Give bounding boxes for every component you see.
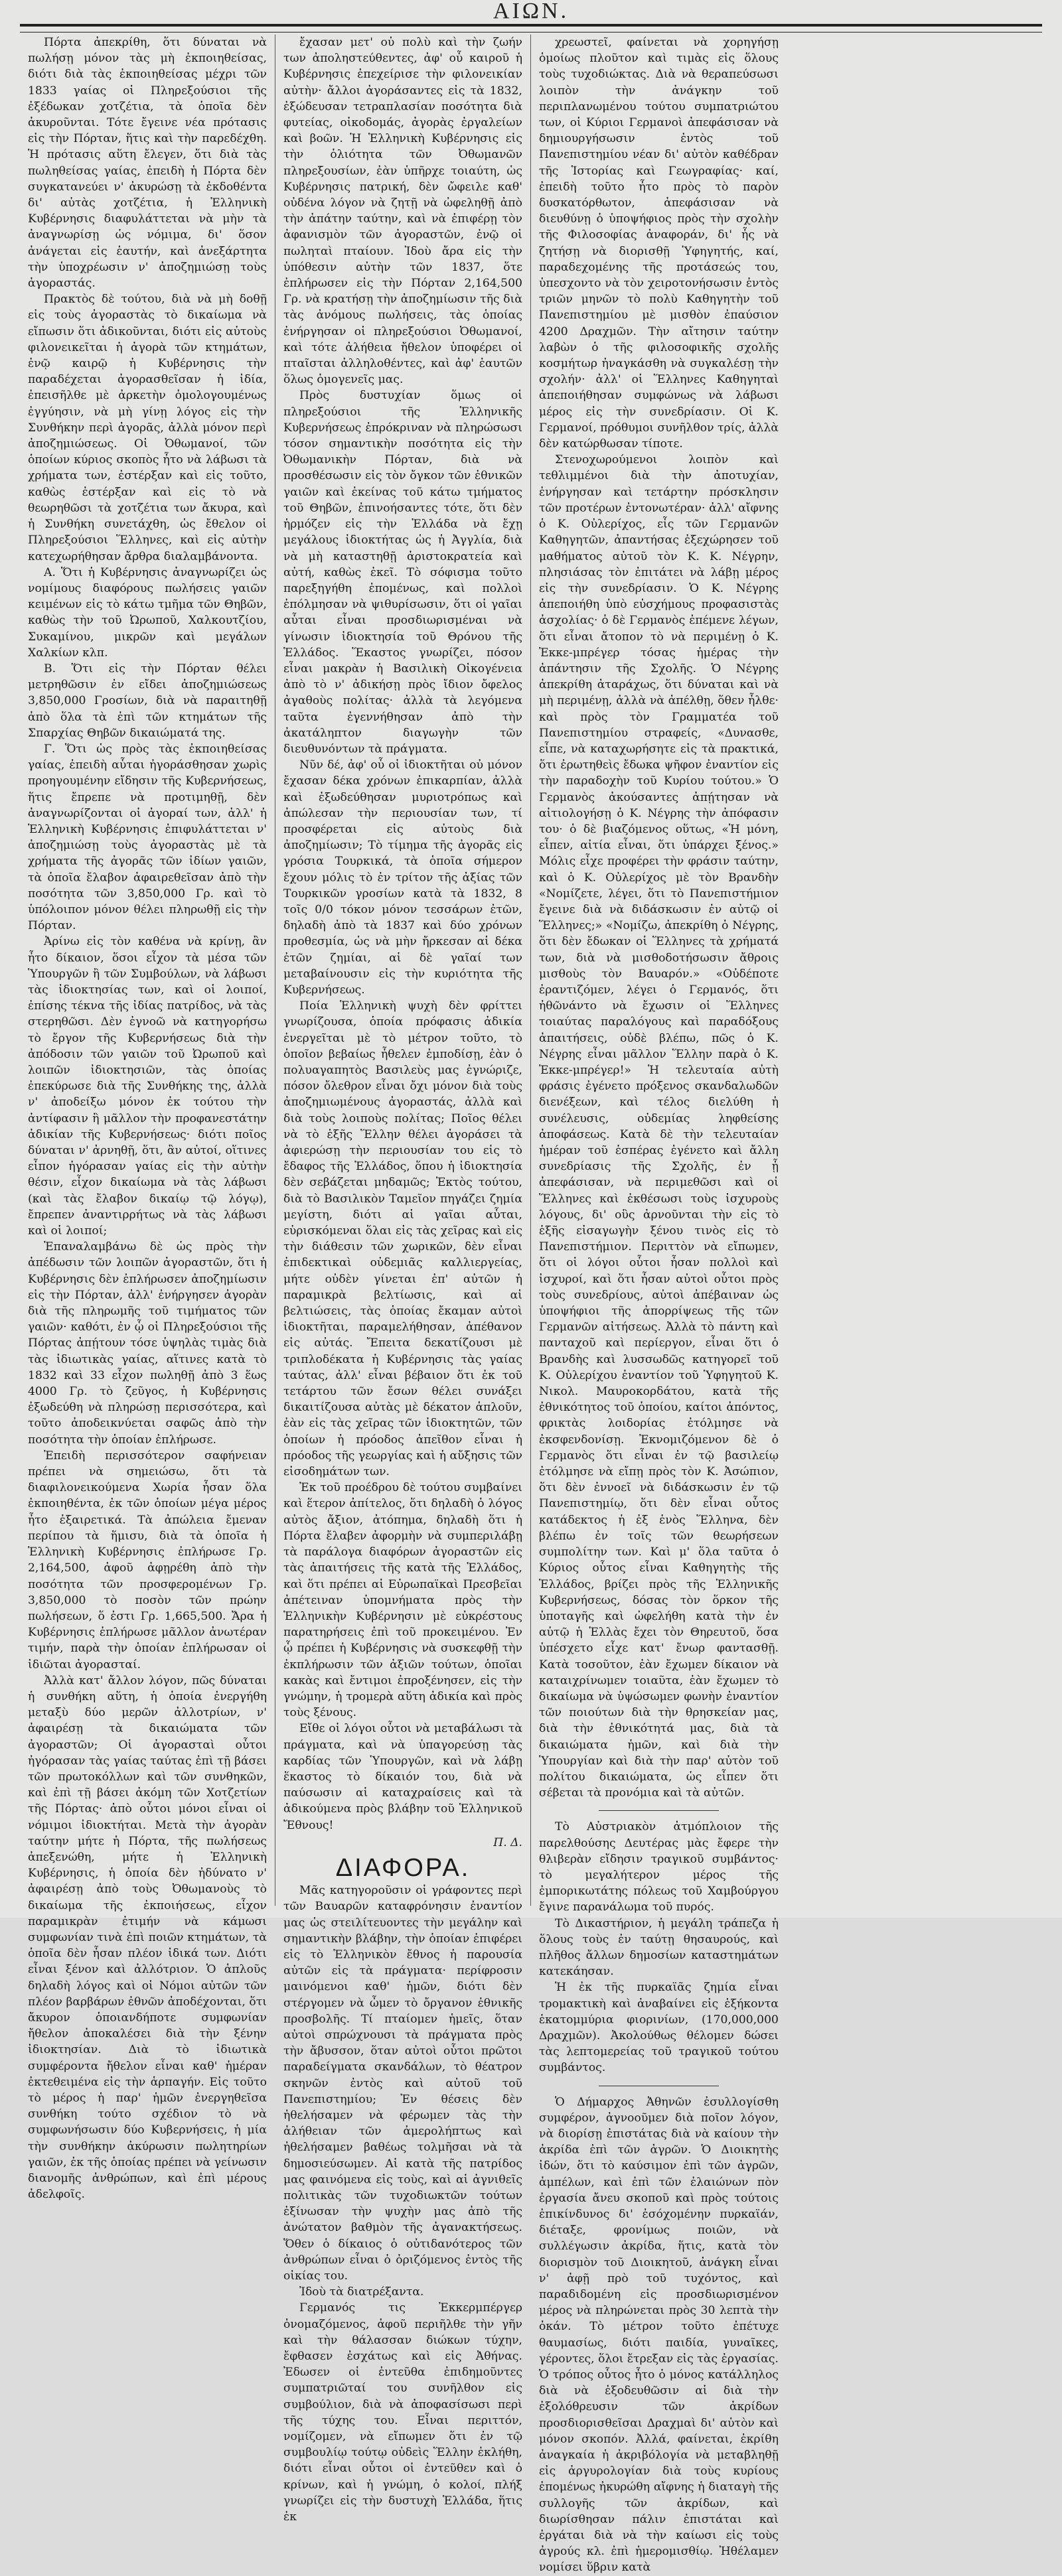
newspaper-title: ΑΙΩΝ. <box>493 0 569 23</box>
article-paragraph: Ἀρίνω εἰς τὸν καθένα νὰ κρίνῃ, ἂν ἦτο δίκαιον, ὅσοι εἶχον τὰ μέσα τῶν Ὑπουργῶν ἢ τῶν Συμβούλων, νὰ λάβωσι τὰς ἰδιοκτησίας των, καὶ οἱ λοιποί, ἐπίσης τέκνα τῆς ἰδίας πατρίδος, νὰ τὰς στερηθῶσι. Δὲν ἐγνοῶ νὰ κατηγορήσω τὸ ἔργον τῆς Κυβερνήσεως διὰ τὴν ἀπόδοσιν τῶν γαιῶν τοῦ Ὠρωποῦ καὶ λοιπῶν ἰδιοκτησιῶν, τὰς ὁποίας ἐπεκύρωσε διὰ τῆς Συνθήκης της, ἀλλὰ ν' ἀποδείξω μόνον ἐκ τούτου τὴν ἀντίφασιν ἢ μᾶλλον τὴν προφανεστάτην ἀδικίαν τῆς Κυβερνήσεως· διότι ποῖος δύναται ν' ἀρνηθῇ, ὅτι, ἂν αὐτοί, οἵτινες εἶπον ἠγόρασαν γαίας εἰς τὴν αὐτὴν θέσιν, εἶχον δικαίωμα νὰ τὰς λάβωσι (καὶ τὰς ἔλαβον δικαίῳ τῷ λόγῳ), ἔπρεπεν ἀναντιρρήτως νὰ τὰς λάβωσι καὶ οἱ λοιποί; <box>28 935 267 1238</box>
column-2 <box>275 35 531 2524</box>
article-paragraph: χρεωστεῖ, φαίνεται νὰ χορηγήσῃ ὁμοίως πλοῦτον καὶ τιμὰς εἰς ὅλους τοὺς τυχοδιώκτας. Διὰ νὰ θεραπεύσωσι λοιπὸν τὴν ἀνάγκην τοῦ περιπλανωμένου τούτου συμπατριώτου των, οἱ Κύριοι Γερμανοὶ ἀπεφάσισαν νὰ δημιουργήσωσιν ἐντὸς τοῦ Πανεπιστημίου νέαν δι' αὐτὸν καθέδραν τῆς Ἱστορίας καὶ Γεωγραφίας· καί, ἐπειδὴ τοῦτο ἦτο πρὸς τὸ παρὸν δυσκατόρθωτον, ἀπεφάσισαν νὰ διευθύνῃ ὁ ὑποψήφιος πρὸς τὴν σχολὴν τῆς Φιλοσοφίας ἀναφοράν, δι' ἧς νὰ ζητήσῃ νὰ διορισθῇ Ὑφηγητής, καί, παραδεχομένης τῆς προτάσεώς του, ὑπεσχοντο νὰ τὸν χειροτονήσωσιν ἐντὸς τριῶν μηνῶν τὸ πολὺ Καθηγητὴν τοῦ Πανεπιστημίου μὲ μισθὸν ἐπαύσιον 4200 Δραχμῶν. Τὴν αἴτησιν ταύτην λαβὼν ὁ τῆς φιλοσοφικῆς σχολῆς κοσμήτωρ ἠναγκάσθη νὰ συγκαλέσῃ τὴν σχολήν· ἀλλ' οἱ Ἕλληνες Καθηγηταὶ ἀπεποιήθησαν συμφώνως νὰ λάβωσι μέρος εἰς τὴν συνεδρίασιν. Οἱ Κ. Γερμανοί, πρόθυμοι συνῆλθον τρίς, ἀλλὰ δὲν κατώρθωσαν τίποτε. <box>539 36 779 451</box>
masthead-rule <box>20 24 1042 33</box>
news-paragraph: Τὸ Αὐστριακὸν ἀτμόπλοιον τῆς παρελθούσης Δευτέρας μὰς ἔφερε τὴν θλιβερὰν εἴδησιν τραγικοῦ συμβάντος· τὸ μεγαλήτερον μέρος τῆς ἐμπορικωτάτης πόλεως τοῦ Χαμβούργου ἔγινε παρανάλωμα τοῦ πυρός. <box>539 1820 779 1914</box>
article-paragraph: Γ. Ὅτι ὡς πρὸς τὰς ἐκποιηθείσας γαίας, ἐπειδὴ αὗται ἠγοράσθησαν χωρὶς προηγουμένην εἴδησιν τῆς Κυβερνήσεως, ἥτις ἔπρεπε νὰ προτιμηθῇ, δὲν ἀναγνωρίζονται οἱ ἀγοραί των, ἀλλ' ἡ Ἑλληνικὴ Κυβέρνησις ἐπιφυλάττεται ν' ἀποζημιώσῃ τοὺς ἀγοραστὰς μὲ τὰ χρήματα τῆς ἀγορᾶς τῶν ἰδίων γαιῶν, τὰ ὁποῖα ἔλαβον ἀφαιρεθεῖσαν ἀπὸ τὴν ποσότητα τῶν 3,850,000 Γρ. καὶ τὸ ὑπόλοιπον μόνον θέλει πληρωθῇ εἰς τὴν Πόρταν. <box>28 742 267 933</box>
article-paragraph: ἔχασαν μετ' οὐ πολὺ καὶ τὴν ζωήν των ἀποληστεύθεντες, ἀφ' οὗ καιροῦ ἡ Κυβέρνησις ἐπεχείρισε τὴν φιλονεικίαν αὐτὴν· ἄλλοι ἀγοράσαντες εἰς τὰ 1832, ἐξώδευσαν τετραπλασίαν ποσότητα διὰ φυτείας, οἰκοδομάς, ἀγορὰς ἐργαλείων καὶ βοῶν. Ἡ Ἑλληνικὴ Κυβέρνησις εἰς τὴν ὁλιότητα τῶν Ὀθωμανῶν πληρεξουσίων, ἐὰν ὑπῆρχε τοιαύτη, ὡς Κυβέρνησις πατρική, δὲν ὤφειλε καθ' οὐδένα λόγον νὰ ζητῇ νὰ ὠφεληθῇ ἀπὸ τὴν ἀπάτην ταύτην, καὶ νὰ ἐπιφέρῃ τὸν ἀφανισμὸν τῶν ἀγοραστῶν, ἐνῷ οἱ πωληταὶ πταίουν. Ἰδοὺ ἄρα εἰς τὴν ὑπόθεσιν αὐτὴν τῶν 1837, ὅτε ἐπλήρωσεν εἰς τὴν Πόρταν 2,164,500 Γρ. νὰ κρατήσῃ τὴν ἀποζημίωσιν τῆς διὰ τὰς ἀνόμους πωλήσεις, τὰς ὁποίας ἐνήργησαν οἱ πληρεξούσιοι Ὀθωμανοί, καὶ τότε ἀλήθεια ἤθελον ὑποφέρει οἱ πταῖσται ἀλληλοθέντες, καὶ ἀφ' ἑαυτῶν ὅλως ὁμογενεῖς μας. <box>283 36 522 387</box>
news-paragraph: Ἡ ἐκ τῆς πυρκαϊᾶς ζημία εἶναι τρομακτικὴ καὶ ἀναβαίνει εἰς ἑξήκοντα ἑκατομμύρια φιορινίων, (170,000,000 Δραχμῶν). Ἀκολούθως θέλομεν δώσει τὰς λεπτομερείας τοῦ τραγικοῦ τούτου συμβάντος. <box>539 1981 779 2075</box>
section-title-diafora: ΔΙΑΦΟΡΑ. <box>335 1853 471 1882</box>
article-paragraph: Ἐκ τοῦ προέδρου δὲ τούτου συμβαίνει καὶ ἕτερον ἀπίτελος, ὅτι δηλαδὴ ὁ λόγος αὐτὸς ἄξιον, ἀτόπημα, δηλαδὴ ὅτι ἡ Πόρτα ἔλαβεν ἀφορμὴν νὰ συμπεριλάβῃ τὰ παράλογα διαφόρων ἀγοραστῶν εἰς τὰς ἀπαιτήσεις τῆς κατὰ τῆς Ἑλλάδος, καὶ ὅτι πρέπει αἱ Εὐρωπαϊκαὶ Πρεσβεῖαι ἀπέτειναν ὑπομνήματα πρὸς τὴν Ἑλληνικὴν Κυβέρνησιν μὲ εὐκρέστους παρατηρήσεις ἐπὶ τοῦ προκειμένου. Ἐν ᾧ πρέπει ἡ Κυβέρνησις νὰ συσκεφθῇ τὴν ἐκπλήρωσιν τῶν ἀξιῶν τούτων, ὁποῖαι κακὰς καὶ ἔντιμοι ἐπροξένησεν, εἰς τὴν γνώμην, ἡ τρομερὰ αὕτη ἀδικία καὶ πρὸς τοὺς ξένους. <box>283 1481 522 1720</box>
article-signoff: Π. Δ. <box>493 1835 522 1849</box>
article-paragraph: Πρακτὸς δὲ τούτου, διὰ νὰ μὴ δοθῇ εἰς τοὺς ἀγοραστὰς τὸ δικαίωμα νὰ εἴπωσιν ὅτι ἀδικοῦνται, διότι εἰς αὐτοὺς φιλονεικεῖται ἡ ἀγορὰ τῶν κτημάτων, ἐνῷ καιρῷ ἡ Κυβέρνησις τὴν παραδέχεται ἀγορασθεῖσαν ἡ ἰδία, ἐπεισῆλθε μὲ ἀρκετὴν ὁμολογουμένως ἐγγύησιν, νὰ μὴ γίνῃ λόγος εἰς τὴν Συνθήκην περὶ ἀγορᾶς, ἀλλὰ μόνον περὶ ἀποζημιώσεως. Οἱ Ὀθωμανοί, τῶν ὁποίων κύριος σκοπὸς ἦτο νὰ λάβωσι τὰ χρήματα των, ἐστέρξαν καὶ εἰς τοῦτο, καθὼς ἐστέρξαν καὶ εἰς τὸ νὰ θεωρηθῶσι τὰ χοτζέτια των ἄκυρα, καὶ ἡ Συνθήκη συνετάχθη, ὡς ἔθελον οἱ Πληρεξούσιοι Ἕλληνες, καὶ εἰς αὐτὴν κατεχωρήθησαν ἄρθρα διαλαμβάνοντα. <box>28 293 267 563</box>
article-paragraph: Νῦν δέ, ἀφ' οὗ οἱ ἰδιοκτῆται οὐ μόνον ἔχασαν δέκα χρόνων ἐπικαρπίαν, ἀλλὰ καὶ ἐξωδεύθησαν μυριοτρόπως καὶ ἀπώλεσαν τὴν περιουσίαν των, τί προσφέρεται εἰς αὐτοὺς διὰ ἀποζημίωσιν; Τὸ τίμημα τῆς ἀγορᾶς εἰς γρόσια Τουρκικά, τὰ ὁποῖα σήμερον ἔχουν μόλις τὸ ἐν τρίτον τῆς ἀξίας τῶν Τουρκικῶν γροσίων κατὰ τὰ 1832, 8 τοῖς 0/0 τόκον μόνον τεσσάρων ἐτῶν, δηλαδὴ ἀπὸ τὰ 1837 καὶ δύο χρόνων προθεσμία, ὡς νὰ μὴν ἤρκεσαν αἱ δέκα ἐτῶν ζημίαι, αἱ δὲ γαῖαί των μεταβαίνουσιν εἰς τὴν κυριότητα τῆς Κυβερνήσεως. <box>283 758 522 997</box>
article-paragraph: Στενοχωρούμενοι λοιπὸν καὶ τεθλιμμένοι διὰ τὴν ἀποτυχίαν, ἐνήργησαν καὶ τετάρτην πρόσκλησιν τῶν προτέρων ἐντονωτέραν· ἀλλ' αἴφνης ὁ Κ. Οὐλερίχος, εἷς τῶν Γερμανῶν Καθηγητῶν, ἀπαντήσας ἐξεχώρησεν τοῦ μαθήματος αὐτοῦ τὸν Κ. Κ. Νέγρην, πλησιάσας τὸν ἐπιτάτει νὰ λάβῃ μέρος εἰς τὴν συνεδρίασιν. Ὁ Κ. Νέγρης ἀπεποιήθη ὑπὸ εὐσχήμους προφασιστὰς ἀσχολίας· ὁ δὲ Γερμανὸς ἐπέμενε λέγων, ὅτι εἶναι ἄτοπον τὸ νὰ περιμένῃ ὁ Κ. Ἐκκε-μπρέγερ τόσας ἡμέρας τὴν ἀπάντησιν τῆς Σχολῆς. Ὁ Νέγρης ἀπεκρίθη ἀταράχως, ὅτι δύναται καὶ νὰ μὴ περιμένῃ, ἀλλὰ νὰ ἀπέλθῃ, ὅθεν ἦλθε· καὶ πρὸς τὸν Γραμματέα τοῦ Πανεπιστημίου στραφείς, «Δυνασθε, εἶπε, νὰ καταχωρήσητε εἰς τὰ πρακτικά, ὅτι ἐρωτηθεὶς ἔδωκα ψῆφον ἐναντίον εἰς τὴν παραδοχὴν τοῦ Κυρίου τούτου.» Ὁ Γερμανὸς ἀκούσαντες ἀπῄτησαν νὰ αἰτιολογήσῃ ὁ Κ. Νέγρης τὴν ἀπόφασιν του· ὁ δὲ βιαζόμενος οὕτως, «Ἡ μόνη, εἶπεν, αἰτία εἶναι, ὅτι ὑπάρχει ξένος.» Μόλις εἶχε προφέρει τὴν φράσιν ταύτην, καὶ ὁ Κ. Οὐλερίχος μὲ τὸν Βρανδὴν «Νομίζετε, λέγει, ὅτι τὸ Πανεπιστήμιον ἔγεινε διὰ νὰ διδάσκωσιν ἐν αὐτῷ οἱ Ἕλληνες;» «Νομίζω, ἀπεκρίθη ὁ Νέγρης, ὅτι δὲν ἔδωκαν οἱ Ἕλληνες τὰ χρήματά των, διὰ νὰ μισθοδοτήσωσιν ἄθροις μισθοὺς τὸν Βαυαρόν.» «Οὐδέποτε ἐραντιζόμεν, λέγει ὁ Γερμανός, ὅτι ἠθῶνάντο νὰ ἔχωσιν οἱ Ἕλληνες τοιαύτας παραλόγους καὶ παραδόξους ἀπαιτήσεις, οὐδὲ βλέπω, πῶς ὁ Κ. Νέγρης εἶναι μᾶλλον Ἕλλην παρὰ ὁ Κ. Ἐκκε-μπρέγερ!» Ἡ τελευταία αὐτὴ φράσις ἐγένετο πρόξενος σκανδαλωδῶν διενέξεων, καὶ τέλος διελύθη ἡ συνέλευσις, οὐδεμίας ληφθείσης ἀποφάσεως. Κατὰ δὲ τὴν τελευταίαν ἡμέραν τοῦ ἑσπέρας ἐγένετο καὶ ἄλλη συνεδρίασις τῆς Σχολῆς, ἐν ᾗ ἀπεφάσισαν, νὰ περιμεθῶσι καὶ οἱ Ἕλληνες καὶ ἐκθέσωσι τοὺς ἰσχυροὺς λόγους, δι' οὓς ἀρνοῦνται τὴν εἰς τὸ ἑξῆς εἰσαγωγὴν ξένου τινὸς εἰς τὸ Πανεπιστήμιον. Περιττὸν νὰ εἴπωμεν, ὅτι οἱ λόγοι οὗτοι ἦσαν πολλοὶ καὶ ἰσχυροί, καὶ ὅτι ἦσαν αὐτοὶ οὗτοι πρὸς τοὺς συνεδρίους, αὐτοὶ ἀπέβαιναν ὡς ὑποψήφιοι τῆς ἀπορρίψεως τῆς τῶν Γερμανῶν αἰτήσεως. Ἀλλὰ τὸ πάντη καὶ πανταχοῦ καὶ περίεργον, εἶναι ὅτι ὁ Βρανδὴς καὶ λυσσωδῶς κατηγορεῖ τοῦ Κ. Οὐλερίχου ἐναντίον τοῦ Ὑφηγητοῦ Κ. Νικολ. Μαυροκορδάτου, κατὰ τῆς ἐθνικότητος τοῦ ὁποίου, καίτοι ἀπόντος, φρικτὰς λοιδορίας ἐτόλμησε νὰ ἐκσφενδονίσῃ. Ἐκνομιζόμενον δὲ ὁ Γερμανὸς ὅτι εἶναι ἐν τῷ βασιλείῳ ἐτόλμησε νὰ εἴπῃ πρὸς τὸν Κ. Ἀσώπιον, ὅτι δὲν ἐννοεῖ νὰ διδάσκωσιν ἐν τῷ Πανεπιστημίῳ, ὅτι δὲν εἶναι οὗτος κατάδεκτος ἡ ἐξ ἑνὸς Ἕλληνα, δὲν βλέπω ἐν τοῖς τῶν θεωρήσεων συμπολίτην των. Καὶ μ' ὅλα ταῦτα ὁ Κύριος οὗτος εἶναι Καθηγητὴς τῆς Ἑλλάδος, βρίζει πρὸς τῆς Ἑλληνικῆς Κυβερνήσεως, δόσας τὸν ὅρκον τῆς ὑποταγῆς καὶ ὠφελήθη κατὰ τὴν ἐν αὐτῷ ἡ Ἑλλὰς ἔχει τὸν Θηρευτοῦ, ὅσα ὑπέσχετο εἶχε κατ' ἔνωρ φαντασθῇ. Κατὰ τοσοῦτον, ἐὰν ἔχωμεν δίκαιον νὰ καταιχρίνωμεν τοιαῦτα, ἐὰν ἔχωμεν τὸ δικαίωμα νὰ ὑψώσωμεν φωνὴν ἐναντίον τῶν ποιούτων διὰ τὴν θρησκείαν μας, διὰ τὴν ἐθνικότητά μας, διὰ τὰ δικαιώματα ἡμῶν, καὶ διὰ τὴν Ὑπουργίαν καὶ διὰ τὴν παρ' αὐτὸν τοῦ πολίτου δικαιώματα, ὡς εἶπεν ὅτι σέβεται τὰ προνόμια καὶ τὰ αὐτῶν. <box>539 453 779 1800</box>
news-paragraph: Τὸ Δικαστήριον, ἡ μεγάλη τράπεζα ἡ ὅλους τοὺς ἐν ταύτῃ θησαυρούς, καὶ πλῆθος ἄλλων δημοσίων καταστημάτων κατεκάησαν. <box>539 1916 779 1979</box>
column-1 <box>20 35 275 2202</box>
article-paragraph: Ἐπαναλαμβάνω δὲ ὡς πρὸς τὴν ἀπέδωσιν τῶν λοιπῶν ἀγοραστῶν, ὅτι ἡ Κυβέρνησις δὲν ἐπλήρωσεν ἀποζημίωσιν εἰς τὴν Πόρταν, ἀλλ' ἐνήργησεν ἀγορὰν διὰ τῆς πληρωμῆς τοῦ τιμήματος τῶν γαιῶν· καθότι, ἐν ᾧ οἱ Πληρεξούσιοι τῆς Πόρτας ἀπῄτουν τόσε ὑψηλὰς τιμὰς διὰ τὰς ἰδιωτικὰς γαίας, αἵτινες κατὰ τὸ 1832 καὶ 33 εἶχον πωληθῇ ἀπὸ 3 ἕως 4000 Γρ. τὸ ζεῦγος, ἡ Κυβέρνησις ἐξωδεύθη νὰ πληρώσῃ περισσότερα, καὶ τοῦτο ἀποδεικνύεται σαφῶς ἀπὸ τὴν ποσότητα τὴν ὁποίαν ἐπλήρωσε. <box>28 1240 267 1447</box>
article-paragraph: Β. Ὅτι εἰς τὴν Πόρταν θέλει μετρηθῶσιν ἐν εἴδει ἀποζημιώσεως 3,850,000 Γροσίων, διὰ νὰ παραιτηθῇ ἀπὸ ὅλα τὰ ἐπὶ τῶν κτημάτων τῆς Σπαρχίας Θηβῶν δικαιώματά της. <box>28 662 267 740</box>
article-paragraph: Πρὸς δυστυχίαν ὅμως οἱ πληρεξούσιοι τῆς Ἑλληνικῆς Κυβερνήσεως ἐπρόκριναν νὰ πληρώσωσι τόσον σημαντικὴν ποσότητα εἰς τὴν Ὀθωμανικὴν Πόρταν, διὰ νὰ προσθέσωσιν εἰς τὸν ὄγκον τῶν ἐθνικῶν γαιῶν καὶ ἐκείνας τοῦ κάτω τμήματος τοῦ Θηβῶν, ἐπινοήσαντες τότε, ὅτι δὲν ἡρμόζεν εἰς τὴν Ἑλλάδα νὰ ἔχῃ μεγάλους ἰδιοκτήτας ὡς ἡ Ἀγγλία, διὰ νὰ μὴ καταστηθῇ ἀριστοκρατεία καὶ αὐτή, καθὼς ἐκεῖ. Τὸ σόφισμα τοῦτο παρεξηγήθη ἐπομένως, καὶ πολλοὶ ἐπόλμησαν νὰ ψιθυρίσωσιν, ὅτι οἱ γαῖαι αὗται εἶναι προσδιωρισμέναι νὰ γίνωσιν ἰδιοκτησία τοῦ Θρόνου τῆς Ἑλλάδος. Ἕκαστος γνωρίζει, πόσον εἶναι μακρὰν ἡ Βασιλικὴ Οἰκογένεια ἀπὸ τὸ ν' ἀδικήσῃ πρὸς ἴδιον ὄφελος ἀγαθοὺς πολίτας· ἀλλὰ τὰ λεγόμενα ταῦτα ἐγεννήθησαν ἀπὸ τὴν ἀκατάληπτον διαγωγὴν τῶν διευθυνόντων τὰ πράγματα. <box>283 389 522 756</box>
masthead <box>0 0 1062 23</box>
news-paragraph: Ὁ Δήμαρχος Ἀθηνῶν ἐσυλλογίσθη συμφέρον, ἀγνοοῦμεν διὰ ποῖον λόγον, νὰ διορίσῃ ἐπιστάτας διὰ νὰ καίουν τὴν ἀκρίδα ἐπὶ τῶν ἀγρῶν. Ὁ Διοικητὴς ἰδών, ὅτι τὸ καύσιμον ἐπὶ τῶν ἀγρῶν, ἀμπέλων, καὶ ἐπὶ τῶν ἐλαιώνων πὸν ἐργασία ἄνευ σκοποῦ καὶ πρὸς τούτοις ἐπικίνδυνος δι' ἐσόχομένην πυρκαϊάν, διέταξε, φρονίμως ποιῶν, νὰ συλλέγωσιν ἀκρίδα, ἥτις, κατὰ τὸν διορισμὸν τοῦ Διοικητοῦ, ἀνάγκη εἶναι ν' ἀφῇ πρὸ τοῦ τυχόντος, καὶ παραδιδομένη εἰς προσδιωρισμένον μέρος νὰ πληρώνεται πρὸς 30 λεπτὰ τὴν ὀκάν. Τὸ μέτρον τοῦτο ἐπέτυχε θαυμασίως, διότι παιδία, γυναῖκες, γέροντες, ὅλοι ἔτρεξαν εἰς τὰς ἐργασίας. Ὁ τρόπος οὗτος ἦτο ὁ μόνος κατάλληλος διὰ νὰ ἐξοδευθῶσιν αἱ διὰ τὴν ἐξολόθρευσιν τῶν ἀκρίδων προσδιορισθεῖσαι Δραχμαὶ δι' αὐτὸν καὶ μόνον σκοπόν. Ἀλλά, φαίνεται, ἐκρίθη ἀναγκαία ἡ ἀκριβόλογία νὰ μεταβληθῇ εἰς ἀργυρολογίαν διὰ τοὺς κυρίους ἐπομένως ἠκυρώθη αἴφνης ἡ διαταγὴ τῆς συλλογῆς τῶν ἀκρίδων, καὶ διωρίσθησαν πάλιν ἐπιστάται καὶ ἐργάται διὰ νὰ τὴν καίωσι εἰς τοὺς ἀγρούς κλ. ἐπὶ ἡμερομισθίῳ. Ἠθέλαμεν νομίσει ὕβριν κατὰ <box>539 2095 779 2575</box>
article-paragraph: Ἀλλὰ κατ' ἄλλον λόγον, πῶς δύναται ἡ συνθήκη αὕτη, ἡ ὁποία ἐνεργήθη μεταξὺ δύο μερῶν ἀλλοτρίων, ν' ἀφαιρέσῃ τὰ δικαιώματα τῶν ἀγοραστῶν; Οἱ ἀγορασταὶ οὗτοι ἠγόρασαν τὰς γαίας ταύτας ἐπὶ τῇ βάσει τῶν πρωτοκόλλων καὶ τῶν συνθηκῶν, καὶ ἐπὶ τῇ βάσει ἀκόμη τῶν Χοτζετίων τῆς Πόρτας· ἀπὸ οὗτοι μόνοι εἶναι οἱ νόμιμοι ἰδιοκτήται. Μετὰ τὴν ἀγορὰν ταύτην μήτε ἡ Πόρτα, τῆς πωλήσεως ἀπεξενώθη, μήτε ἡ Ἑλληνικὴ Κυβέρνησις, ἡ ὁποία δὲν ἠδύνατο ν' ἀφαιρέσῃ ἀπὸ τοὺς Ὀθωμανοὺς τὸ δικαίωμα τῆς ἐκποιήσεως, εἶχον παραμικρὰν ἐτιμήν νὰ κάμωσι συμφωνίαν τινὰ ἐπὶ ποιῶν κτημάτων, τὰ ὁποῖα δὲν ἦσαν πλέον ἰδικά των. Διότι εἶναι ξένον καὶ ἀλλότριον. Ὁ ἁπλοῦς δηλαδὴ λόγος καὶ οἱ Νόμοι αὐτῶν τῶν πλέον βαρβάρων ἐθνῶν ἀποδέχονται, ὅτι ἄκυρον ὁποιανδήποτε συμφωνίαν ἤθελον ἀποκαλέσει διὰ τὴν ξένην ἰδιοκτησίαν. Διὰ τὸ ἰδιωτικὰ συμφέροντα ἤθελον εἶναι καθ' ἡμέραν ἐκτεθειμένα εἰς τὴν ἁρπαγήν. Εἰς τοῦτο τὸ μέρος ἡ παρ' ἡμῶν ἐνεργηθεῖσα συνθήκη τούτο σχέδιον τὸ νὰ συμφωνήσωσιν δύο Κυβερνήσεις, ἡ μία τὴν συνθήκην ἀκύρωσιν πωλητηρίων γαιῶν, ἐκ τῆς ὁποίας πρέπει νὰ γείνωσιν διανομῆς ἀνθρώπων, καὶ ἐπὶ μέρους ἀδελφοῖς. <box>28 1674 267 2202</box>
diafora-paragraph: Μᾶς κατηγοροῦσιν οἱ γράφοντες περὶ τῶν Βαυαρῶν καταφρόνησιν ἐναντίον μας ὡς στειλίτευοντες τὴν μεγάλην καὶ σημαντικὴν βλάβην, τὴν ὁποίαν ἐπιφέρει εἰς τὸ Ἑλληνικὸν ἔθνος ἡ παρουσία αὐτῶν εἰς τὰ πράγματα· περίφροσιν μαινόμενοι καθ' ἡμῶν, διότι δὲν στέργομεν νὰ ὦμεν τὸ ὄργανον ἐθνικῆς προσβολῆς. Τί πταίομεν ἡμεῖς, ὅταν αὐτοὶ σπρώχνουσι τὰ πράγματα πρὸς τὴν ἄβυσσον, ὅταν αὐτοὶ οὗτοι πρῶτοι παραδείγματα σκανδάλων, τὸ θέατρον σκηνῶν ἐντὸς καὶ αὐτοῦ τοῦ Πανεπιστημίου; Ἐν θέσεις δὲν ἠθελήσαμεν νὰ φέρωμεν τὰς τὴν ἀλήθειαν τῶν ἀμερολήπτως καὶ ἠθελήσαμεν βαθέως τολμῆσαι νὰ τὰ δημοσιεύσωμεν. Αἱ κατὰ τῆς πατρίδος μας φαινόμενα εἰς τοὺς, καὶ αἱ ἀγνιθεῖς πολιτικὰς τῶν τυχοδιωκτῶν τούτων ἐξίνωσαν τὴν ψυχὴν μας ἀπὸ τῆς ἀνώτατον βαθμὸν τῆς ἀγανακτήσεως. Ὅθεν ὁ δίκαιος ὁ οὐτιδανότερος τῶν ἀνθρώπων εἶναι ὁ ὀριζόμενος ἐντὸς τῆς οἰκίας του. <box>283 1884 522 2283</box>
columns <box>20 35 1042 2575</box>
article-paragraph: Πόρτα ἀπεκρίθη, ὅτι δύναται νὰ πωλήσῃ μόνον τὰς μὴ ἐκποιηθείσας, διότι διὰ τὰς ἐκποιηθείσας μέχρι τῶν 1833 γαίας οἱ Πληρεξούσιοι τῆς ἐξέδωκαν χοτζέτια, τὰ ὁποῖα δὲν ἀκυροῦνται. Τότε ἔγεινε νέα πρότασις εἰς τὴν Πόρταν, ἥτις καὶ τὴν παρεδέχθη. Ἡ πρότασις αὕτη ἔλεγεν, ὅτι διὰ τὰς πωληθείσας γαίας, ἐπειδὴ ἡ Πόρτα δὲν συγκατανεύει ν' ἀκυρώσῃ τὰ ἐκδοθέντα δι' αὐτὰς χοτζέτια, ἡ Ἑλληνικὴ Κυβέρνησις διαφυλάττεται νὰ μὴν τὰ ἀναγνωρίσῃ ὡς νόμιμα, δι' ὅσον ἀνάγεται εἰς ἑαυτήν, καὶ ἀνεξάρτητα τὴν ὑποχρέωσιν ν' ἀποζημιώσῃ τοὺς ἀγοραστάς. <box>28 36 267 291</box>
article-paragraph: Εἴθε οἱ λόγοι οὗτοι νὰ μεταβάλωσι τὰ πράγματα, καὶ νὰ ὑπαγορεύσῃ τὰς καρδίας τῶν Ὑπουργῶν, καὶ νὰ λάβῃ ἕκαστος τὸ δίκαιόν του, διὰ νὰ παύσωσιν αἱ καταχραίσεις καὶ τὰ ἀδικούμενα πρὸς βλάβην τοῦ Ἑλληνικοῦ Ἔθνους! <box>283 1722 522 1832</box>
column-3 <box>531 35 787 2575</box>
diafora-paragraph: Γερμανός τις Ἐκκερμπέργερ ὀνομαζόμενος, ἀφοῦ περιῆλθε τὴν γῆν καὶ τὴν θάλασσαν διώκων τύχην, ἔφθασεν ἐσχάτως καὶ εἰς Ἀθήνας. Ἐδωσεν οἱ ἐντεῦθα ἐπιδημοῦντες συμπατριῶταί του συνῆλθον εἰς συμβούλιον, διὰ νὰ ἀποφασίσωσι περὶ τῆς τύχης του. Εἶναι περιττόν, νομίζομεν, νὰ εἴπωμεν ὅτι ἐν τῷ συμβουλίῳ τούτῳ οὐδεὶς Ἕλλην ἐκλήθη, διότι εἶναι οὗτοι οἱ ἐντεῦθεν καὶ ὁ κρίνων, καὶ ἡ γνώμη, ὁ κολοί, πλήξ γνωρίζει εἰς τὴν δυστυχὴ Ἑλλάδα, ἥτις ἐκ <box>283 2301 522 2524</box>
diafora-paragraph: Ἰδοὺ τὰ διατρέξαντα. <box>299 2285 424 2299</box>
article-paragraph: Ἐπειδὴ περισσότερον σαφήνειαν πρέπει νὰ σημειώσω, ὅτι τὰ διαφιλονεικούμενα Χωρία ἦσαν ὅλα ἐκποιηθέντα, ἐκ τῶν ὁποίων μέγα μέρος ἦτο ἐξαιρετικά. Τὰ ἀπώλεια ἔμεναν περίπου τὰ ἥμισυ, διὰ τὰ ὁποῖα ἡ Ἑλληνικὴ Κυβέρνησις ἐπλήρωσε Γρ. 2,164,500, ἀφοῦ ἀφῃρέθη ἀπὸ τὴν ποσότητα τῶν προσφερομένων Γρ. 3,850,000 τὸ ποσὸν τῶν πρώην πωλήσεων, ὅ ἐστι Γρ. 1,665,500. Ἄρα ἡ Κυβέρνησις ἐπλήρωσε μᾶλλον ἀνωτέραν τιμήν, παρὰ τὴν ὁποίαν ἐπλήρωσαν οἱ ἰδιῶται ἀγορασταί. <box>28 1449 267 1672</box>
article-paragraph: Α. Ὅτι ἡ Κυβέρνησις ἀναγνωρίζει ὡς νομίμους διαφόρους πωλήσεις γαιῶν κειμένων εἰς τὸ κάτω τμῆμα τῶν Θηβῶν, καθὼς τὴν τοῦ Ὠρωποῦ, Χαλκουτζίου, Συκαμίνου, μικρῶν καὶ μεγάλων Χαλκίων κλπ. <box>28 565 267 660</box>
section-divider <box>599 1810 719 1811</box>
article-paragraph: Ποία Ἑλληνικὴ ψυχὴ δὲν φρίττει γνωρίζουσα, ὁποία πρόφασις ἀδικία ἐνεργεῖται μὲ τὸ μέτρον τοῦτο, τὸ ὁποῖον βεβαίως ἦθελεν ἐμποδίσῃ, ἐὰν ὁ πολυαγαπητὸς Βασιλεὺς μας ἐγνώριζε, πόσον ὄλεθρον εἶναι ὄχι μόνον διὰ τοὺς ἀποζημιωμένους ἀγοραστάς, ἀλλὰ καὶ διὰ τοὺς λοιποὺς πολίτας; Ποῖος θέλει νὰ τὸ ἑξῆς Ἕλλην θέλει ἀγοράσει τὰ ἀφιερώσῃ τὴν περιουσίαν του εἰς τὸ ἔδαφος τῆς Ἑλλάδος, ὅπου ἡ ἰδιοκτησία δὲν σεβάζεται μηδαμῶς; Ἐκτὸς τούτου, διὰ τὸ Βασιλικὸν Ταμεῖον πηγάζει ζημία μεγίστη, διότι αἱ γαῖαι αὗται, εὑρισκόμεναι ὅλαι εἰς τὰς χεῖρας καὶ εἰς τὴν διάθεσιν τῶν χωρικῶν, δὲν εἶναι ἐπιδεκτικαὶ οὐδεμιᾶς καλλιεργείας, μήτε οὐδὲν γίνεται ἐπ' αὐτῶν ἡ παραμικρὰ βελτίωσις, καὶ αἱ βελτιώσεις, τὰς ὁποίας ἔκαμαν αὐτοὶ ἰδιοκτῆται, παραμελήθησαν, ἀπέθανον εἰς αὐτάς. Ἔπειτα δεκατίζουσι μὲ τριπλοδέκατα ἡ Κυβέρνησις τὰς γαίας ταύτας, ἀλλ' εἶναι βέβαιον ὅτι ἐκ τοῦ τετάρτου τῶν ἔσων θέλει συνάξει δικαιτίζουσα αὐτὰς μὲ δέκατον ἁπλοῦν, ἐὰν εἰς τὰς χεῖρας τῶν ἰδιοκτητῶν, τῶν ὁποίων ἡ πρόοδος ἀπεῖθον εἶναι ἡ πρόοδος τῆς γεωργίας καὶ ἡ αὔξησις τῶν εἰσοδημάτων των. <box>283 999 522 1479</box>
